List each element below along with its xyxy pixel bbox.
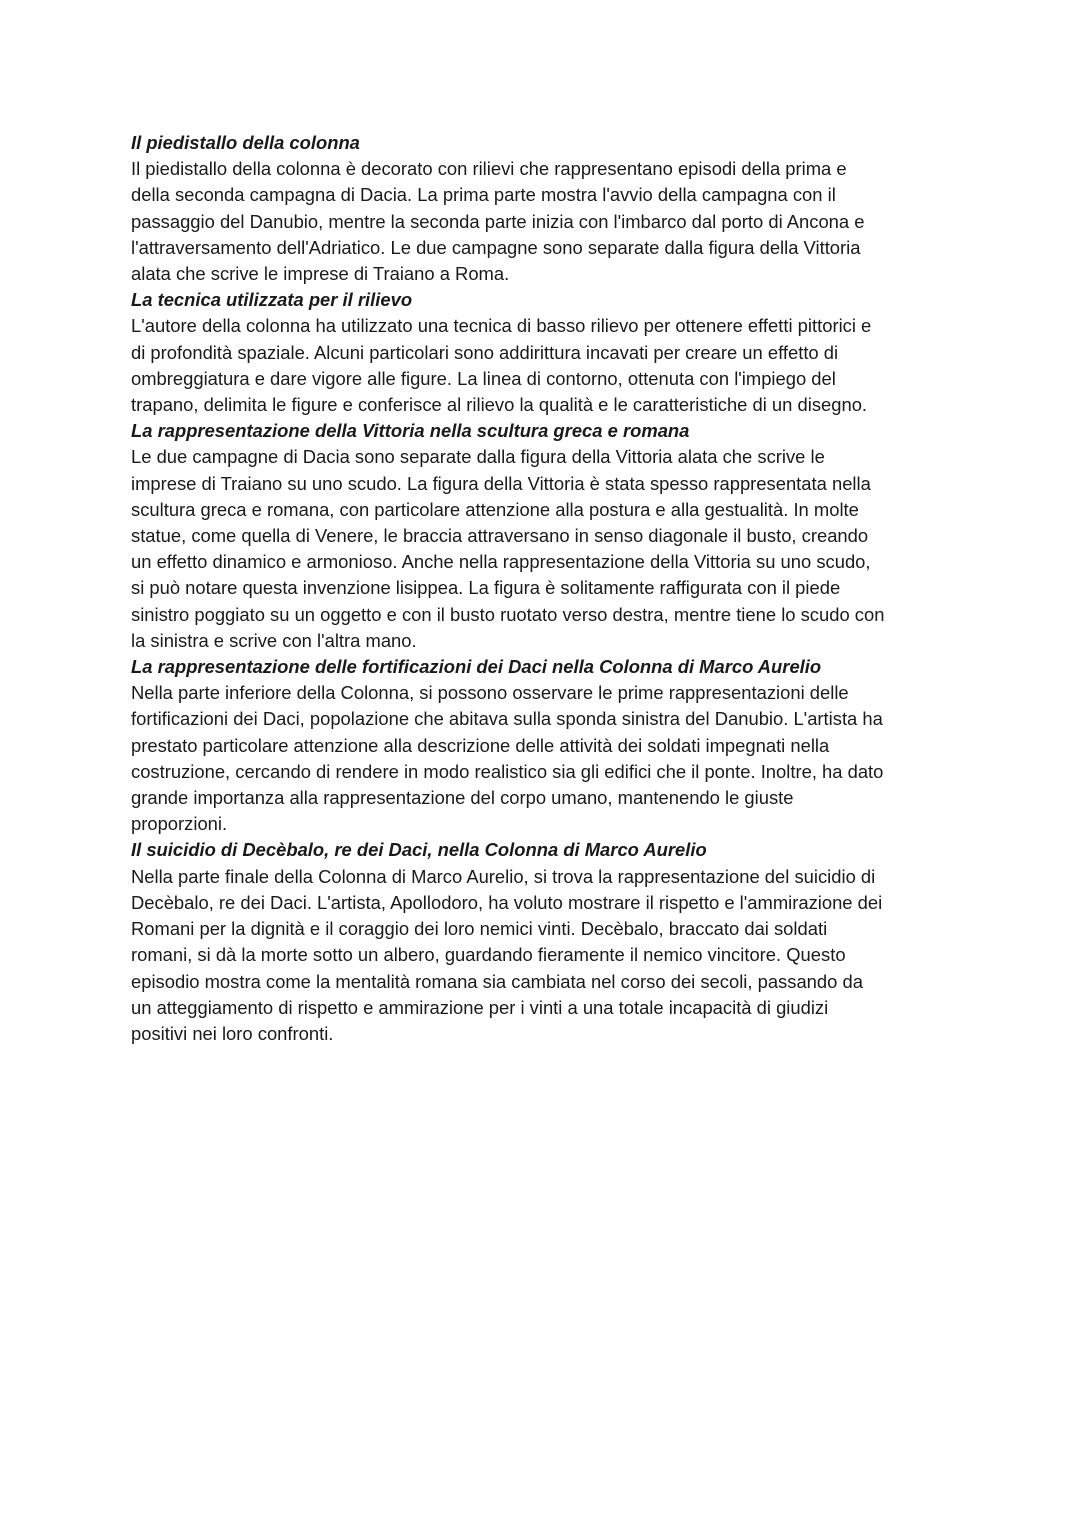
text-line: Romani per la dignità e il coraggio dei loro nemici vinti. Decèbalo, braccato dai soldati bbox=[131, 918, 828, 940]
section-heading: Il piedistallo della colonna bbox=[131, 132, 360, 153]
text-line: della seconda campagna di Dacia. La prima parte mostra l'avvio della campagna con il bbox=[131, 184, 836, 206]
section-paragraph bbox=[131, 444, 961, 654]
text-line: si può notare questa invenzione lisippea. La figura è solitamente raffigurata con il piede bbox=[131, 577, 841, 599]
text-line: ombreggiatura e dare vigore alle figure. La linea di contorno, ottenuta con l'impiego del bbox=[131, 367, 836, 389]
document-page bbox=[131, 130, 961, 1047]
text-line: fortificazioni dei Daci, popolazione che abitava sulla sponda sinistra del Danubio. L'artista ha bbox=[131, 708, 883, 730]
section-heading: Il suicidio di Decèbalo, re dei Daci, nella Colonna di Marco Aurelio bbox=[131, 839, 707, 861]
text-line: Decèbalo, re dei Daci. L'artista, Apollodoro, ha voluto mostrare il rispetto e l'ammirazione dei bbox=[131, 891, 883, 913]
section-paragraph bbox=[131, 156, 961, 287]
text-line: proporzioni. bbox=[131, 813, 228, 835]
text-line: passaggio del Danubio, mentre la seconda parte inizia con l'imbarco dal porto di Ancona e bbox=[131, 210, 865, 232]
text-line: positivi nei loro confronti. bbox=[131, 1022, 334, 1044]
text-line: statue, come quella di Venere, le braccia attraversano in senso diagonale il busto, creando bbox=[131, 525, 869, 547]
text-line: romani, si dà la morte sotto un albero, guardando fieramente il nemico vincitore. Questo bbox=[131, 944, 846, 966]
section-paragraph bbox=[131, 680, 961, 837]
text-line: la sinistra e scrive con l'altra mano. bbox=[131, 629, 417, 651]
text-line: grande importanza alla rappresentazione del corpo umano, mantenendo le giuste bbox=[131, 787, 794, 809]
section bbox=[131, 130, 961, 287]
section bbox=[131, 418, 961, 654]
text-line: l'attraversamento dell'Adriatico. Le due campagne sono separate dalla figura della Vittoria bbox=[131, 236, 861, 258]
text-line: Il piedistallo della colonna è decorato con rilievi che rappresentano episodi della prima e bbox=[131, 158, 847, 180]
text-line: scultura greca e romana, con particolare attenzione alla postura e alla gestualità. In molte bbox=[131, 498, 859, 520]
text-line: Nella parte inferiore della Colonna, si possono osservare le prime rappresentazioni delle bbox=[131, 682, 849, 704]
text-line: imprese di Traiano su uno scudo. La figura della Vittoria è stata spesso rappresentata nella bbox=[131, 472, 871, 494]
text-line: alata che scrive le imprese di Traiano a Roma. bbox=[131, 263, 510, 285]
section-heading: La tecnica utilizzata per il rilievo bbox=[131, 289, 413, 311]
text-line: sinistro poggiato su un oggetto e con il busto ruotato verso destra, mentre tiene lo scudo con bbox=[131, 603, 885, 625]
section-heading: La rappresentazione delle fortificazioni dei Daci nella Colonna di Marco Aurelio bbox=[131, 656, 822, 678]
section bbox=[131, 287, 961, 418]
text-line: un effetto dinamico e armonioso. Anche nella rappresentazione della Vittoria su uno scudo, bbox=[131, 551, 871, 573]
section bbox=[131, 654, 961, 837]
text-line: Le due campagne di Dacia sono separate dalla figura della Vittoria alata che scrive le bbox=[131, 446, 825, 468]
text-line: Nella parte finale della Colonna di Marco Aurelio, si trova la rappresentazione del suicidio di bbox=[131, 865, 876, 887]
text-line: di profondità spaziale. Alcuni particolari sono addirittura incavati per creare un effetto di bbox=[131, 341, 839, 363]
section bbox=[131, 837, 961, 1047]
section-paragraph bbox=[131, 864, 961, 1047]
text-line: episodio mostra come la mentalità romana sia cambiata nel corso dei secoli, passando da bbox=[131, 970, 863, 992]
section-paragraph bbox=[131, 313, 961, 418]
text-line: costruzione, cercando di rendere in modo realistico sia gli edifici che il ponte. Inoltre, ha dato bbox=[131, 760, 884, 782]
text-line: trapano, delimita le figure e conferisce al rilievo la qualità e le caratteristiche di un disegno. bbox=[131, 394, 868, 416]
text-line: L'autore della colonna ha utilizzato una tecnica di basso rilievo per ottenere effetti pittorici e bbox=[131, 315, 872, 337]
text-line: prestato particolare attenzione alla descrizione delle attività dei soldati impegnati nella bbox=[131, 734, 830, 756]
section-heading: La rappresentazione della Vittoria nella scultura greca e romana bbox=[131, 420, 690, 442]
text-line: un atteggiamento di rispetto e ammirazione per i vinti a una totale incapacità di giudizi bbox=[131, 996, 829, 1018]
